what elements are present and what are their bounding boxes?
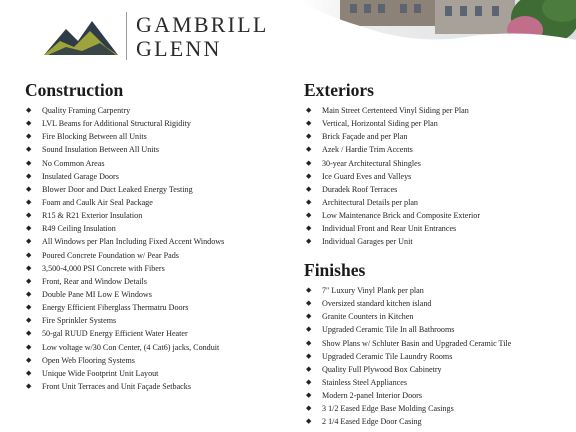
list-item bbox=[26, 170, 224, 183]
list-item bbox=[26, 380, 224, 393]
diamond-bullet-icon: ◆ bbox=[26, 276, 32, 285]
diamond-bullet-icon: ◆ bbox=[26, 197, 32, 206]
diamond-bullet-icon: ◆ bbox=[306, 145, 312, 154]
list-item bbox=[26, 130, 224, 143]
list-item-text: Front Unit Terraces and Unit Façade Setbacks bbox=[42, 381, 191, 391]
list-item-text: Blower Door and Duct Leaked Energy Testing bbox=[42, 184, 193, 194]
list-item-text: Low voltage w/30 Con Center, (4 Cat6) jacks, Conduit bbox=[42, 342, 220, 352]
finishes-list bbox=[306, 284, 511, 429]
diamond-bullet-icon: ◆ bbox=[26, 132, 32, 141]
diamond-bullet-icon: ◆ bbox=[26, 211, 32, 220]
logo-divider bbox=[126, 12, 127, 60]
diamond-bullet-icon: ◆ bbox=[26, 342, 32, 351]
list-item-text: Fire Sprinkler Systems bbox=[42, 316, 117, 326]
diamond-bullet-icon: ◆ bbox=[306, 377, 312, 386]
exteriors-title: Exteriors bbox=[304, 80, 374, 100]
diamond-bullet-icon: ◆ bbox=[26, 237, 32, 246]
list-item bbox=[306, 222, 480, 235]
list-item bbox=[26, 354, 224, 367]
diamond-bullet-icon: ◆ bbox=[306, 325, 312, 334]
list-item bbox=[26, 222, 224, 235]
diamond-bullet-icon: ◆ bbox=[306, 119, 312, 128]
list-item-text: Duradek Roof Terraces bbox=[322, 184, 398, 194]
list-item-text: Architectural Details per plan bbox=[322, 197, 418, 207]
diamond-bullet-icon: ◆ bbox=[306, 404, 312, 413]
diamond-bullet-icon: ◆ bbox=[26, 368, 32, 377]
list-item-text: 50-gal RUUD Energy Efficient Water Heater bbox=[42, 329, 188, 339]
list-item bbox=[26, 104, 224, 117]
list-item-text: R15 & R21 Exterior Insulation bbox=[42, 211, 143, 221]
list-item bbox=[306, 310, 511, 323]
diamond-bullet-icon: ◆ bbox=[306, 224, 312, 233]
list-item-text: Foam and Caulk Air Seal Package bbox=[42, 197, 153, 207]
diamond-bullet-icon: ◆ bbox=[306, 351, 312, 360]
diamond-bullet-icon: ◆ bbox=[306, 338, 312, 347]
list-item-text: Insulated Garage Doors bbox=[42, 171, 119, 181]
list-item bbox=[26, 301, 224, 314]
list-item-text: 2 1/4 Eased Edge Door Casing bbox=[322, 417, 422, 427]
list-item bbox=[306, 323, 511, 336]
list-item-text: 3,500-4,000 PSI Concrete with Fibers bbox=[42, 263, 165, 273]
list-item bbox=[26, 249, 224, 262]
diamond-bullet-icon: ◆ bbox=[26, 171, 32, 180]
diamond-bullet-icon: ◆ bbox=[306, 197, 312, 206]
list-item bbox=[26, 367, 224, 380]
brand-name bbox=[136, 13, 269, 61]
header bbox=[0, 0, 576, 74]
list-item bbox=[26, 275, 224, 288]
list-item-text: Modern 2-panel Interior Doors bbox=[322, 391, 423, 401]
diamond-bullet-icon: ◆ bbox=[306, 286, 312, 294]
finishes-title: Finishes bbox=[304, 260, 366, 280]
diamond-bullet-icon: ◆ bbox=[26, 250, 32, 259]
list-item bbox=[26, 143, 224, 156]
list-item-text: 30-year Architectural Shingles bbox=[322, 158, 421, 168]
diamond-bullet-icon: ◆ bbox=[306, 417, 312, 426]
list-item-text: Upgraded Ceramic Tile Laundry Rooms bbox=[322, 351, 453, 361]
list-item bbox=[306, 130, 480, 143]
list-item bbox=[306, 415, 511, 428]
diamond-bullet-icon: ◆ bbox=[26, 145, 32, 154]
brand-line-1: GAMBRILL bbox=[136, 12, 269, 37]
list-item bbox=[306, 376, 511, 389]
diamond-bullet-icon: ◆ bbox=[26, 355, 32, 364]
diamond-bullet-icon: ◆ bbox=[306, 106, 312, 114]
list-item bbox=[306, 350, 511, 363]
list-item bbox=[306, 143, 480, 156]
diamond-bullet-icon: ◆ bbox=[306, 312, 312, 321]
diamond-bullet-icon: ◆ bbox=[26, 381, 32, 390]
list-item bbox=[26, 209, 224, 222]
construction-title: Construction bbox=[25, 80, 124, 100]
diamond-bullet-icon: ◆ bbox=[306, 132, 312, 141]
list-item-text: Open Web Flooring Systems bbox=[42, 355, 135, 365]
list-item bbox=[26, 235, 224, 248]
list-item bbox=[306, 402, 511, 415]
list-item-text: All Windows per Plan Including Fixed Accent Windows bbox=[42, 237, 225, 247]
list-item-text: Ice Guard Eves and Valleys bbox=[322, 171, 412, 181]
list-item bbox=[306, 363, 511, 376]
list-item-text: Individual Front and Rear Unit Entrances bbox=[322, 224, 457, 234]
list-item-text: Upgraded Ceramic Tile In all Bathrooms bbox=[322, 325, 455, 335]
diamond-bullet-icon: ◆ bbox=[306, 158, 312, 167]
mountain-logo-icon bbox=[44, 17, 118, 55]
diamond-bullet-icon: ◆ bbox=[306, 171, 312, 180]
list-item-text: Vertical, Horizontal Siding per Plan bbox=[322, 119, 438, 129]
diamond-bullet-icon: ◆ bbox=[306, 184, 312, 193]
brand-line-2: GLENN bbox=[136, 36, 222, 61]
list-item bbox=[26, 183, 224, 196]
list-item-text: 3 1/2 Eased Edge Base Molding Casings bbox=[322, 404, 454, 414]
list-item-text: Low Maintenance Brick and Composite Exterior bbox=[322, 211, 481, 221]
diamond-bullet-icon: ◆ bbox=[26, 329, 32, 338]
diamond-bullet-icon: ◆ bbox=[26, 263, 32, 272]
list-item bbox=[26, 314, 224, 327]
list-item-text: Granite Counters in Kitchen bbox=[322, 312, 414, 322]
list-item-text: Unique Wide Footprint Unit Layout bbox=[42, 368, 159, 378]
list-item-text: 7" Luxury Vinyl Plank per plan bbox=[322, 286, 424, 295]
list-item-text: Brick Façade and per Plan bbox=[322, 132, 408, 142]
list-item-text: Individual Garages per Unit bbox=[322, 237, 413, 247]
list-item bbox=[306, 170, 480, 183]
list-item bbox=[26, 196, 224, 209]
list-item-text: Double Pane MI Low E Windows bbox=[42, 289, 152, 299]
list-item bbox=[306, 389, 511, 402]
list-item-text: Oversized standard kitchen island bbox=[322, 299, 432, 309]
list-item-text: No Common Areas bbox=[42, 158, 105, 168]
list-item bbox=[306, 284, 511, 297]
list-item bbox=[26, 288, 224, 301]
diamond-bullet-icon: ◆ bbox=[26, 106, 32, 114]
list-item bbox=[306, 117, 480, 130]
diamond-bullet-icon: ◆ bbox=[306, 299, 312, 308]
diamond-bullet-icon: ◆ bbox=[26, 184, 32, 193]
list-item-text: Poured Concrete Foundation w/ Pear Pads bbox=[42, 250, 179, 260]
list-item bbox=[306, 183, 480, 196]
list-item bbox=[306, 297, 511, 310]
list-item bbox=[26, 327, 224, 340]
diamond-bullet-icon: ◆ bbox=[26, 316, 32, 325]
list-item bbox=[26, 117, 224, 130]
diamond-bullet-icon: ◆ bbox=[26, 119, 32, 128]
list-item bbox=[306, 196, 480, 209]
list-item-text: Azek / Hardie Trim Accents bbox=[322, 145, 413, 155]
diamond-bullet-icon: ◆ bbox=[26, 224, 32, 233]
list-item bbox=[26, 262, 224, 275]
list-item-text: R49 Ceiling Insulation bbox=[42, 224, 116, 234]
list-item-text: Show Plans w/ Schluter Basin and Upgraded Ceramic Tile bbox=[322, 338, 512, 348]
exteriors-list bbox=[306, 104, 480, 249]
diamond-bullet-icon: ◆ bbox=[26, 158, 32, 167]
townhome-photo bbox=[300, 0, 576, 46]
construction-list bbox=[26, 104, 224, 393]
list-item-text: LVL Beams for Additional Structural Rigidity bbox=[42, 119, 191, 129]
list-item-text: Fire Blocking Between all Units bbox=[42, 132, 147, 142]
diamond-bullet-icon: ◆ bbox=[306, 364, 312, 373]
list-item-text: Main Street Certenteed Vinyl Siding per Plan bbox=[322, 106, 469, 115]
list-item-text: Quality Framing Carpentry bbox=[42, 106, 131, 115]
list-item-text: Energy Efficient Fiberglass Thermatru Doors bbox=[42, 303, 189, 313]
list-item bbox=[306, 235, 480, 248]
diamond-bullet-icon: ◆ bbox=[26, 303, 32, 312]
list-item bbox=[306, 337, 511, 350]
list-item bbox=[306, 157, 480, 170]
list-item bbox=[306, 104, 480, 117]
list-item bbox=[26, 341, 224, 354]
list-item-text: Sound Insulation Between All Units bbox=[42, 145, 159, 155]
list-item-text: Quality Full Plywood Box Cabinetry bbox=[322, 364, 442, 374]
diamond-bullet-icon: ◆ bbox=[306, 211, 312, 220]
list-item-text: Front, Rear and Window Details bbox=[42, 276, 147, 286]
list-item bbox=[306, 209, 480, 222]
diamond-bullet-icon: ◆ bbox=[26, 289, 32, 298]
diamond-bullet-icon: ◆ bbox=[306, 391, 312, 400]
list-item-text: Stainless Steel Appliances bbox=[322, 377, 407, 387]
diamond-bullet-icon: ◆ bbox=[306, 237, 312, 246]
list-item bbox=[26, 157, 224, 170]
